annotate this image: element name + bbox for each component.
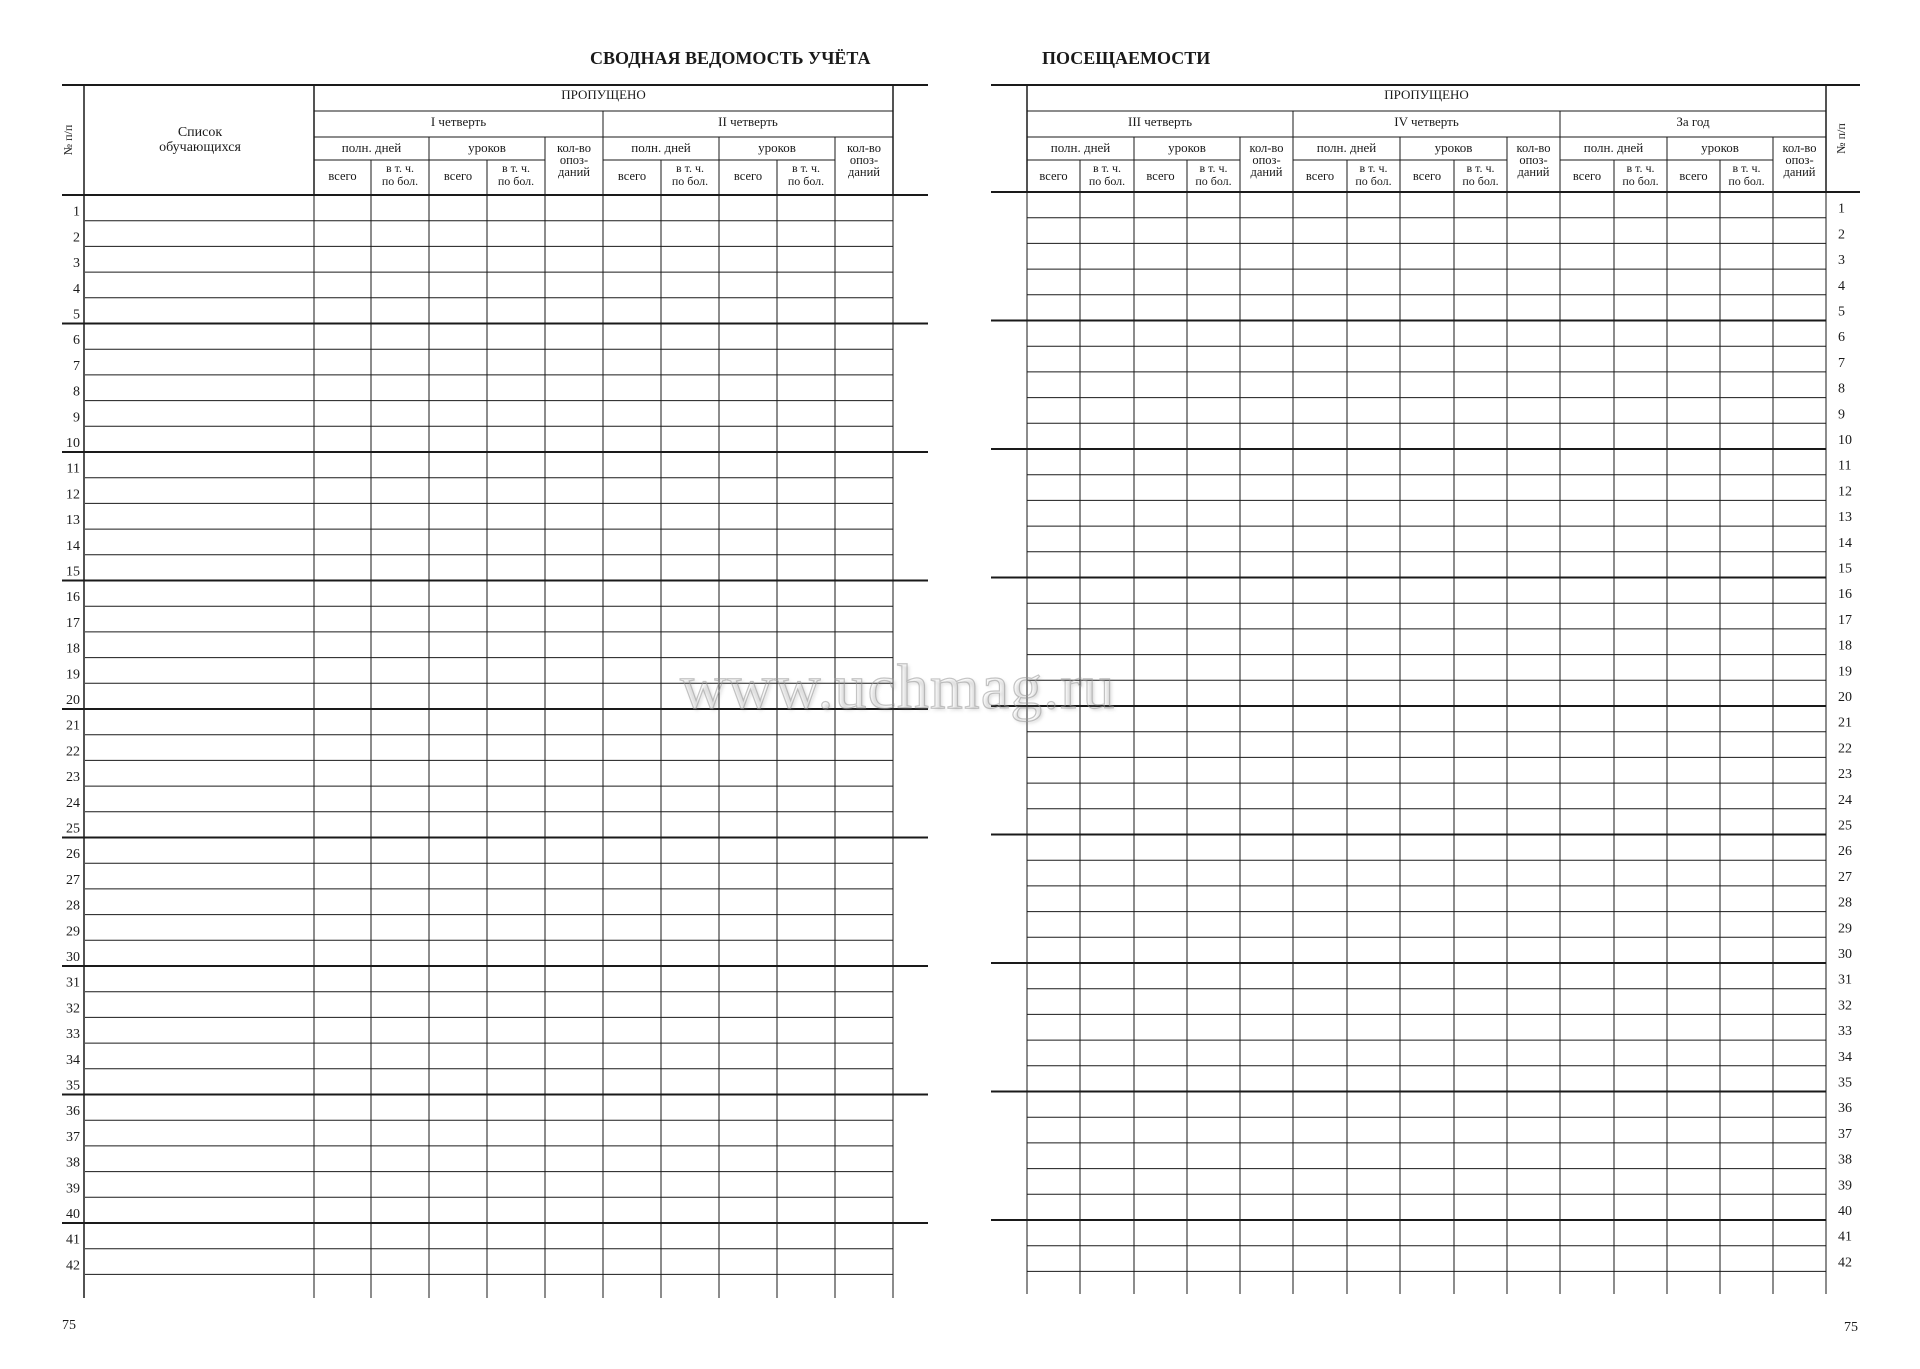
header-total: всего (1305, 169, 1335, 183)
row-number: 27 (66, 872, 80, 888)
watermark: www.uchmag.ru (680, 651, 1116, 722)
header-total: всего (1039, 169, 1068, 183)
row-number: 36 (66, 1104, 80, 1120)
header-period: II четверть (718, 114, 778, 129)
header-incl-illness: по бол. (671, 174, 709, 188)
header-lessons: уроков (1168, 140, 1206, 155)
row-number: 41 (1838, 1229, 1852, 1245)
row-number: 9 (1838, 407, 1845, 423)
header-missed: ПРОПУЩЕНО (561, 87, 646, 102)
header-student-list: Список (177, 125, 223, 140)
row-number: 2 (1838, 227, 1845, 243)
header-late-count: кол-во (847, 141, 881, 155)
header-lessons: уроков (758, 140, 796, 155)
row-number: 24 (1838, 792, 1852, 808)
row-number: 33 (66, 1027, 80, 1043)
header-total: всего (328, 169, 357, 183)
page-number-right: 75 (1844, 1320, 1858, 1335)
row-number: 27 (1838, 869, 1852, 885)
row-number: 12 (1838, 484, 1852, 500)
header-student-list: обучающихся (159, 140, 241, 155)
row-number: 22 (1838, 741, 1852, 757)
row-number: 17 (1838, 612, 1852, 628)
header-row-number: № п/п (61, 124, 75, 156)
header-period: За год (1676, 114, 1710, 129)
row-number: 21 (66, 718, 80, 734)
row-number: 13 (1838, 510, 1852, 526)
row-number: 26 (66, 847, 80, 863)
row-number: 32 (66, 1001, 80, 1017)
header-full-days: полн. дней (1050, 140, 1111, 155)
header-total: всего (617, 169, 647, 183)
header-late-count: кол-во (1249, 141, 1284, 155)
header-period: III четверть (1128, 114, 1192, 129)
row-number: 25 (1838, 818, 1852, 834)
row-number: 30 (1838, 947, 1852, 962)
row-number: 31 (1838, 972, 1852, 988)
row-number: 33 (1838, 1024, 1852, 1040)
row-number: 42 (1838, 1255, 1852, 1271)
header-late-count: даний (848, 165, 880, 179)
header-total: всего (1572, 169, 1602, 183)
row-number: 42 (66, 1258, 80, 1274)
row-number: 19 (1838, 664, 1852, 680)
row-number: 40 (66, 1207, 80, 1222)
header-incl-illness: в т. ч. (385, 161, 415, 175)
page-number-left: 75 (62, 1318, 76, 1333)
header-late-count: опоз- (1785, 153, 1814, 167)
row-number: 2 (73, 230, 80, 246)
row-number: 11 (1838, 458, 1852, 474)
header-late-count: опоз- (849, 153, 879, 167)
row-number: 25 (66, 821, 80, 837)
header-full-days: полн. дней (1316, 140, 1377, 155)
row-number: 38 (1838, 1152, 1852, 1168)
row-number: 28 (66, 898, 80, 914)
header-incl-illness: в т. ч. (675, 161, 705, 175)
row-number: 18 (1838, 638, 1852, 654)
row-number: 7 (73, 358, 80, 374)
row-number: 9 (73, 410, 80, 426)
row-number: 14 (66, 538, 80, 554)
header-incl-illness: по бол. (1195, 174, 1232, 188)
header-late-count: опоз- (1519, 153, 1548, 167)
row-number: 16 (66, 590, 80, 606)
header-late-count: даний (1517, 165, 1550, 179)
header-late-count: кол-во (1782, 141, 1817, 155)
row-number: 20 (66, 693, 80, 708)
header-late-count: опоз- (559, 153, 589, 167)
header-incl-illness: в т. ч. (1359, 161, 1388, 175)
row-number: 34 (1838, 1049, 1852, 1065)
header-incl-illness: в т. ч. (501, 161, 531, 175)
row-number: 15 (66, 564, 80, 580)
title-left: СВОДНАЯ ВЕДОМОСТЬ УЧЁТА (590, 48, 871, 68)
row-number: 8 (73, 384, 80, 400)
row-number: 35 (1838, 1075, 1852, 1091)
header-row-number: № п/п (1834, 123, 1848, 154)
row-number: 39 (1838, 1178, 1852, 1194)
header-incl-illness: по бол. (1728, 174, 1765, 188)
row-number: 39 (66, 1181, 80, 1197)
header-lessons: уроков (1701, 140, 1739, 155)
row-number: 6 (1838, 330, 1845, 346)
header-late-count: кол-во (1516, 141, 1551, 155)
row-number: 26 (1838, 844, 1852, 860)
row-number: 15 (1838, 561, 1852, 577)
header-incl-illness: в т. ч. (791, 161, 821, 175)
row-number: 1 (1838, 201, 1845, 217)
header-late-count: даний (1250, 165, 1283, 179)
row-number: 40 (1838, 1204, 1852, 1219)
header-full-days: полн. дней (1583, 140, 1644, 155)
row-number: 14 (1838, 535, 1852, 551)
row-number: 35 (66, 1078, 80, 1094)
row-number: 10 (66, 436, 80, 451)
row-number: 38 (66, 1155, 80, 1171)
header-incl-illness: по бол. (787, 174, 825, 188)
row-number: 34 (66, 1052, 80, 1068)
header-incl-illness: по бол. (1462, 174, 1499, 188)
row-number: 1 (73, 204, 80, 220)
header-incl-illness: в т. ч. (1626, 161, 1655, 175)
header-incl-illness: в т. ч. (1199, 161, 1228, 175)
row-number: 20 (1838, 690, 1852, 705)
header-full-days: полн. дней (631, 140, 691, 155)
row-number: 31 (66, 975, 80, 991)
row-number: 24 (66, 795, 80, 811)
row-number: 10 (1838, 433, 1852, 448)
header-incl-illness: по бол. (1355, 174, 1392, 188)
row-number: 37 (1838, 1126, 1852, 1142)
row-number: 19 (66, 667, 80, 683)
header-incl-illness: в т. ч. (1732, 161, 1761, 175)
row-number: 11 (66, 461, 80, 477)
header-total: всего (1146, 169, 1175, 183)
row-number: 23 (66, 770, 80, 786)
row-number: 4 (1838, 278, 1845, 294)
row-number: 5 (73, 307, 80, 323)
row-number: 3 (73, 256, 80, 272)
row-number: 3 (1838, 253, 1845, 269)
right-table (991, 85, 1860, 1294)
header-total: всего (1679, 169, 1708, 183)
row-number: 28 (1838, 895, 1852, 911)
header-missed: ПРОПУЩЕНО (1384, 87, 1469, 102)
row-number: 21 (1838, 715, 1852, 731)
header-lessons: уроков (468, 140, 506, 155)
row-number: 8 (1838, 381, 1845, 397)
header-late-count: кол-во (557, 141, 591, 155)
header-total: всего (1412, 169, 1442, 183)
title-right: ПОСЕЩАЕМОСТИ (1042, 48, 1211, 68)
row-number: 29 (66, 924, 80, 940)
row-number: 36 (1838, 1101, 1852, 1117)
row-number: 7 (1838, 355, 1845, 371)
row-number: 32 (1838, 998, 1852, 1014)
header-late-count: опоз- (1252, 153, 1281, 167)
header-incl-illness: по бол. (497, 174, 535, 188)
row-number: 23 (1838, 767, 1852, 783)
header-period: IV четверть (1394, 114, 1459, 129)
row-number: 5 (1838, 304, 1845, 320)
header-incl-illness: в т. ч. (1092, 161, 1122, 175)
row-number: 22 (66, 744, 80, 760)
row-number: 41 (66, 1232, 80, 1248)
header-lessons: уроков (1434, 140, 1473, 155)
header-incl-illness: по бол. (1622, 174, 1659, 188)
row-number: 12 (66, 487, 80, 503)
row-number: 6 (73, 333, 80, 349)
row-number: 30 (66, 950, 80, 965)
row-number: 4 (73, 281, 80, 297)
header-period: I четверть (430, 114, 487, 129)
header-late-count: даний (1783, 165, 1816, 179)
row-number: 37 (66, 1129, 80, 1145)
header-incl-illness: по бол. (381, 174, 419, 188)
header-full-days: полн. дней (341, 140, 402, 155)
header-incl-illness: по бол. (1088, 174, 1126, 188)
row-number: 17 (66, 615, 80, 631)
row-number: 13 (66, 513, 80, 529)
header-incl-illness: в т. ч. (1466, 161, 1495, 175)
header-total: всего (733, 169, 763, 183)
header-total: всего (443, 169, 473, 183)
header-late-count: даний (558, 165, 590, 179)
row-number: 18 (66, 641, 80, 657)
row-number: 16 (1838, 587, 1852, 603)
row-number: 29 (1838, 921, 1852, 937)
